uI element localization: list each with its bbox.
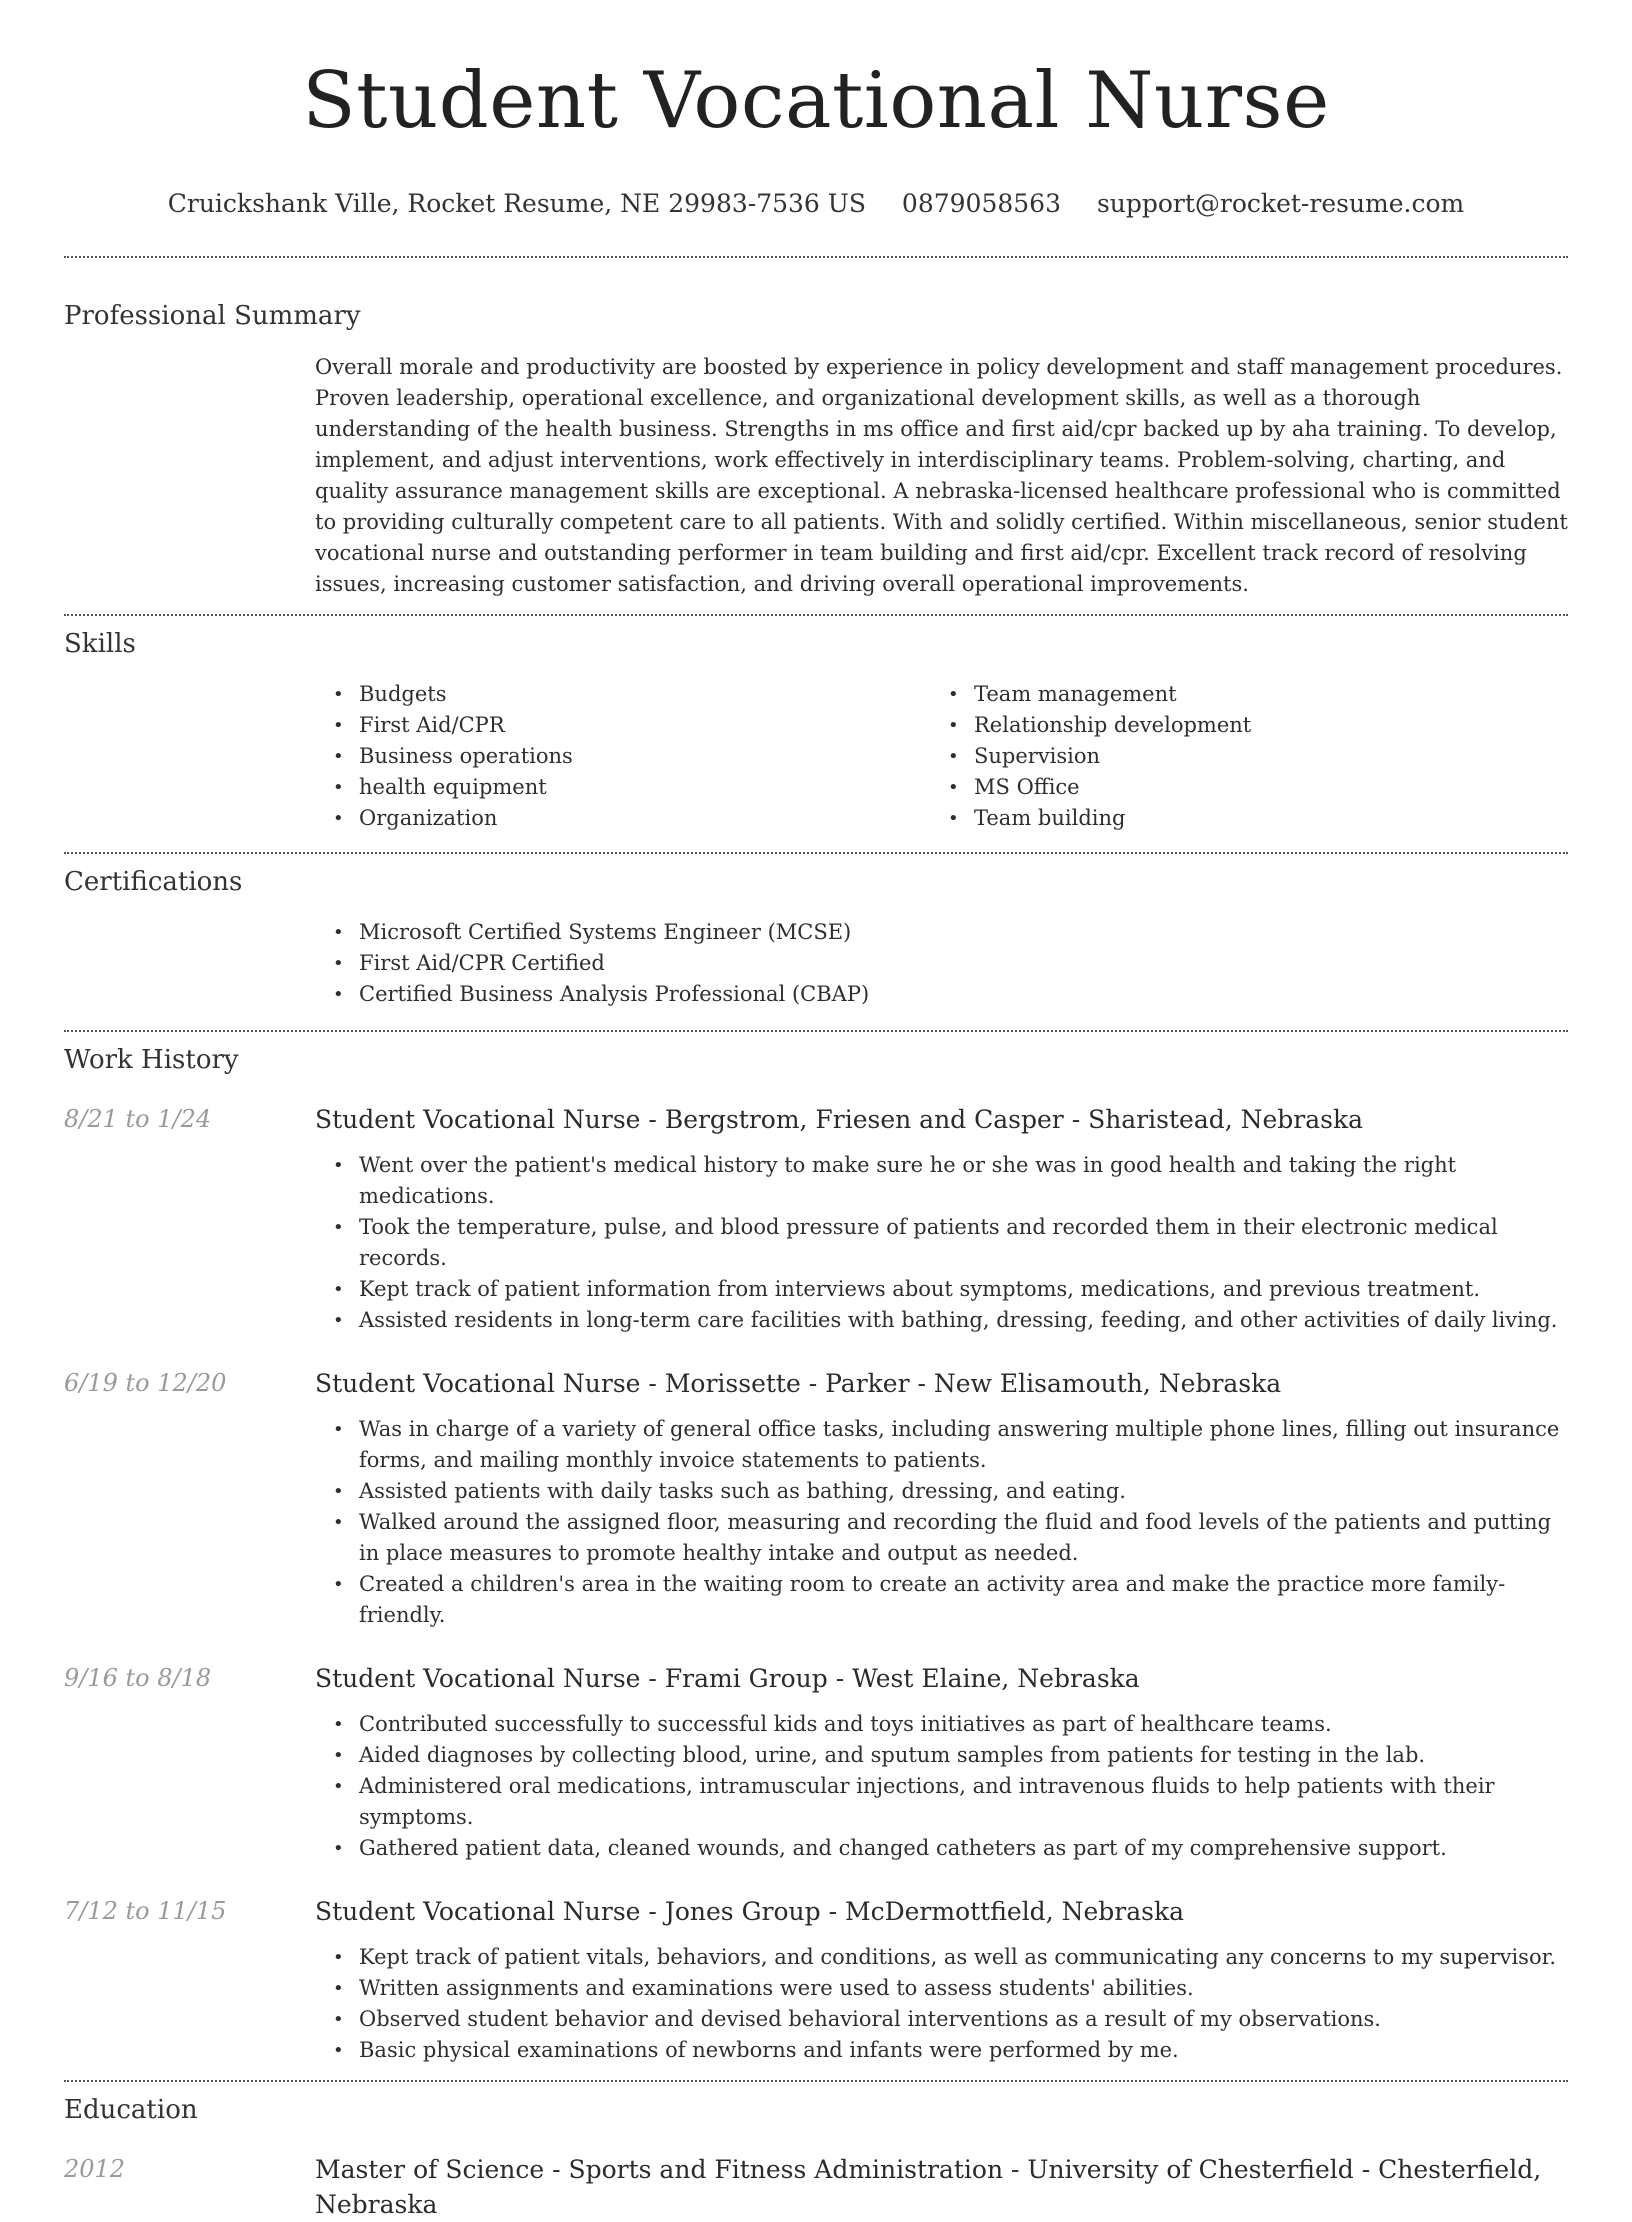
job-bullet: • Assisted patients with daily tasks such as bathing, dressing, and eating. — [315, 1476, 1568, 1507]
certifications-heading: Certifications — [64, 867, 243, 897]
skill-item: • Team management — [930, 679, 1545, 710]
job-entry — [64, 1894, 1568, 1929]
job-bullet: • Took the temperature, pulse, and blood pressure of patients and recorded them in their electronic medical records. — [315, 1212, 1568, 1274]
job-dates: 6/19 to 12/20 — [64, 1369, 227, 1397]
job-bullet: • Walked around the assigned floor, measuring and recording the fluid and food levels of the patients and putting in place measures to promote healthy intake and output as needed. — [315, 1507, 1568, 1569]
skill-item: • Supervision — [930, 741, 1545, 772]
job-dates: 8/21 to 1/24 — [64, 1105, 212, 1133]
job-bullet: • Gathered patient data, cleaned wounds, and changed catheters as part of my comprehensive support. — [315, 1833, 1568, 1864]
divider — [64, 256, 1568, 258]
job-bullet: • Aided diagnoses by collecting blood, urine, and sputum samples from patients for testing in the lab. — [315, 1740, 1568, 1771]
resume-name: Student Vocational Nurse — [302, 56, 1330, 146]
job-bullet: • Contributed successfully to successful kids and toys initiatives as part of healthcare teams. — [315, 1709, 1568, 1740]
job-bullet: • Basic physical examinations of newborns and infants were performed by me. — [315, 2035, 1568, 2066]
skills-column-left — [315, 679, 930, 834]
skill-item: • Budgets — [315, 679, 930, 710]
job-title: Student Vocational Nurse - Jones Group - McDermottfield, Nebraska — [315, 1897, 1184, 1926]
job-bullet: • Assisted residents in long-term care facilities with bathing, dressing, feeding, and other activities of daily living. — [315, 1305, 1568, 1336]
contact-email: support@rocket-resume.com — [1096, 189, 1465, 218]
job-bullet: • Observed student behavior and devised behavioral interventions as a result of my observations. — [315, 2004, 1568, 2035]
job-dates: 9/16 to 8/18 — [64, 1664, 212, 1692]
job-entry — [64, 1366, 1568, 1401]
job-bullets — [315, 1150, 1568, 1336]
work-history-heading: Work History — [64, 1045, 239, 1075]
skill-item: • Team building — [930, 803, 1545, 834]
job-bullets — [315, 1414, 1568, 1631]
certifications-list — [315, 917, 1568, 1010]
skill-item: • Organization — [315, 803, 930, 834]
job-bullet: • Written assignments and examinations were used to assess students' abilities. — [315, 1973, 1568, 2004]
job-bullet: • Created a children's area in the waiting room to create an activity area and make the practice more family-friendly. — [315, 1569, 1568, 1631]
divider — [64, 1030, 1568, 1032]
job-entry — [64, 1661, 1568, 1696]
job-entry — [64, 1102, 1568, 1137]
skills-heading: Skills — [64, 629, 136, 659]
skill-item: • First Aid/CPR — [315, 710, 930, 741]
job-bullet: • Was in charge of a variety of general office tasks, including answering multiple phone lines, filling out insurance forms, and mailing monthly invoice statements to patients. — [315, 1414, 1568, 1476]
certification-item: • Microsoft Certified Systems Engineer (MCSE) — [315, 917, 1568, 948]
job-bullet: • Kept track of patient information from interviews about symptoms, medications, and previous treatment. — [315, 1274, 1568, 1305]
contact-address: Cruickshank Ville, Rocket Resume, NE 29983-7536 US — [167, 189, 866, 218]
job-bullet: • Kept track of patient vitals, behaviors, and conditions, as well as communicating any concerns to my supervisor. — [315, 1942, 1568, 1973]
education-year: 2012 — [64, 2155, 126, 2183]
contact-phone: 0879058563 — [901, 189, 1061, 218]
job-title: Student Vocational Nurse - Bergstrom, Friesen and Casper - Sharistead, Nebraska — [315, 1105, 1364, 1134]
job-bullet: • Went over the patient's medical history to make sure he or she was in good health and taking the right medications. — [315, 1150, 1568, 1212]
skills-column-right — [930, 679, 1545, 834]
contact-line — [64, 188, 1568, 220]
education-entry — [64, 2152, 1568, 2222]
education-degree: Master of Science - Sports and Fitness Administration - University of Chesterfield - Chesterfield, Nebraska — [315, 2155, 1542, 2219]
job-bullets — [315, 1709, 1568, 1864]
education-heading: Education — [64, 2095, 198, 2125]
summary-text: Overall morale and productivity are boosted by experience in policy development and staff management procedures. Proven leadership, operational excellence, and organizational development skills, as well as a thorough understanding of the health business. Strengths in ms office and first aid/cpr backed up by aha training. To develop, implement, and adjust interventions, work effectively in interdisciplinary teams. Problem-solving, charting, and quality assurance management skills are exceptional. A nebraska-licensed healthcare professional who is committed to providing culturally competent care to all patients. With and solidly certified. Within miscellaneous, senior student vocational nurse and outstanding performer in team building and first aid/cpr. Excellent track record of resolving issues, increasing customer satisfaction, and driving overall operational improvements. — [315, 355, 1568, 596]
divider — [64, 2080, 1568, 2082]
certification-item: • Certified Business Analysis Professional (CBAP) — [315, 979, 1568, 1010]
job-bullet: • Administered oral medications, intramuscular injections, and intravenous fluids to help patients with their symptoms. — [315, 1771, 1568, 1833]
skills-list — [315, 679, 1568, 834]
skill-item: • Business operations — [315, 741, 930, 772]
certification-item: • First Aid/CPR Certified — [315, 948, 1568, 979]
divider — [64, 852, 1568, 854]
skill-item: • MS Office — [930, 772, 1545, 803]
divider — [64, 614, 1568, 616]
job-title: Student Vocational Nurse - Morissette - Parker - New Elisamouth, Nebraska — [315, 1369, 1282, 1398]
skill-item: • Relationship development — [930, 710, 1545, 741]
summary-heading: Professional Summary — [64, 301, 361, 331]
job-bullets — [315, 1942, 1568, 2066]
job-title: Student Vocational Nurse - Frami Group - West Elaine, Nebraska — [315, 1664, 1140, 1693]
skill-item: • health equipment — [315, 772, 930, 803]
job-dates: 7/12 to 11/15 — [64, 1897, 227, 1925]
